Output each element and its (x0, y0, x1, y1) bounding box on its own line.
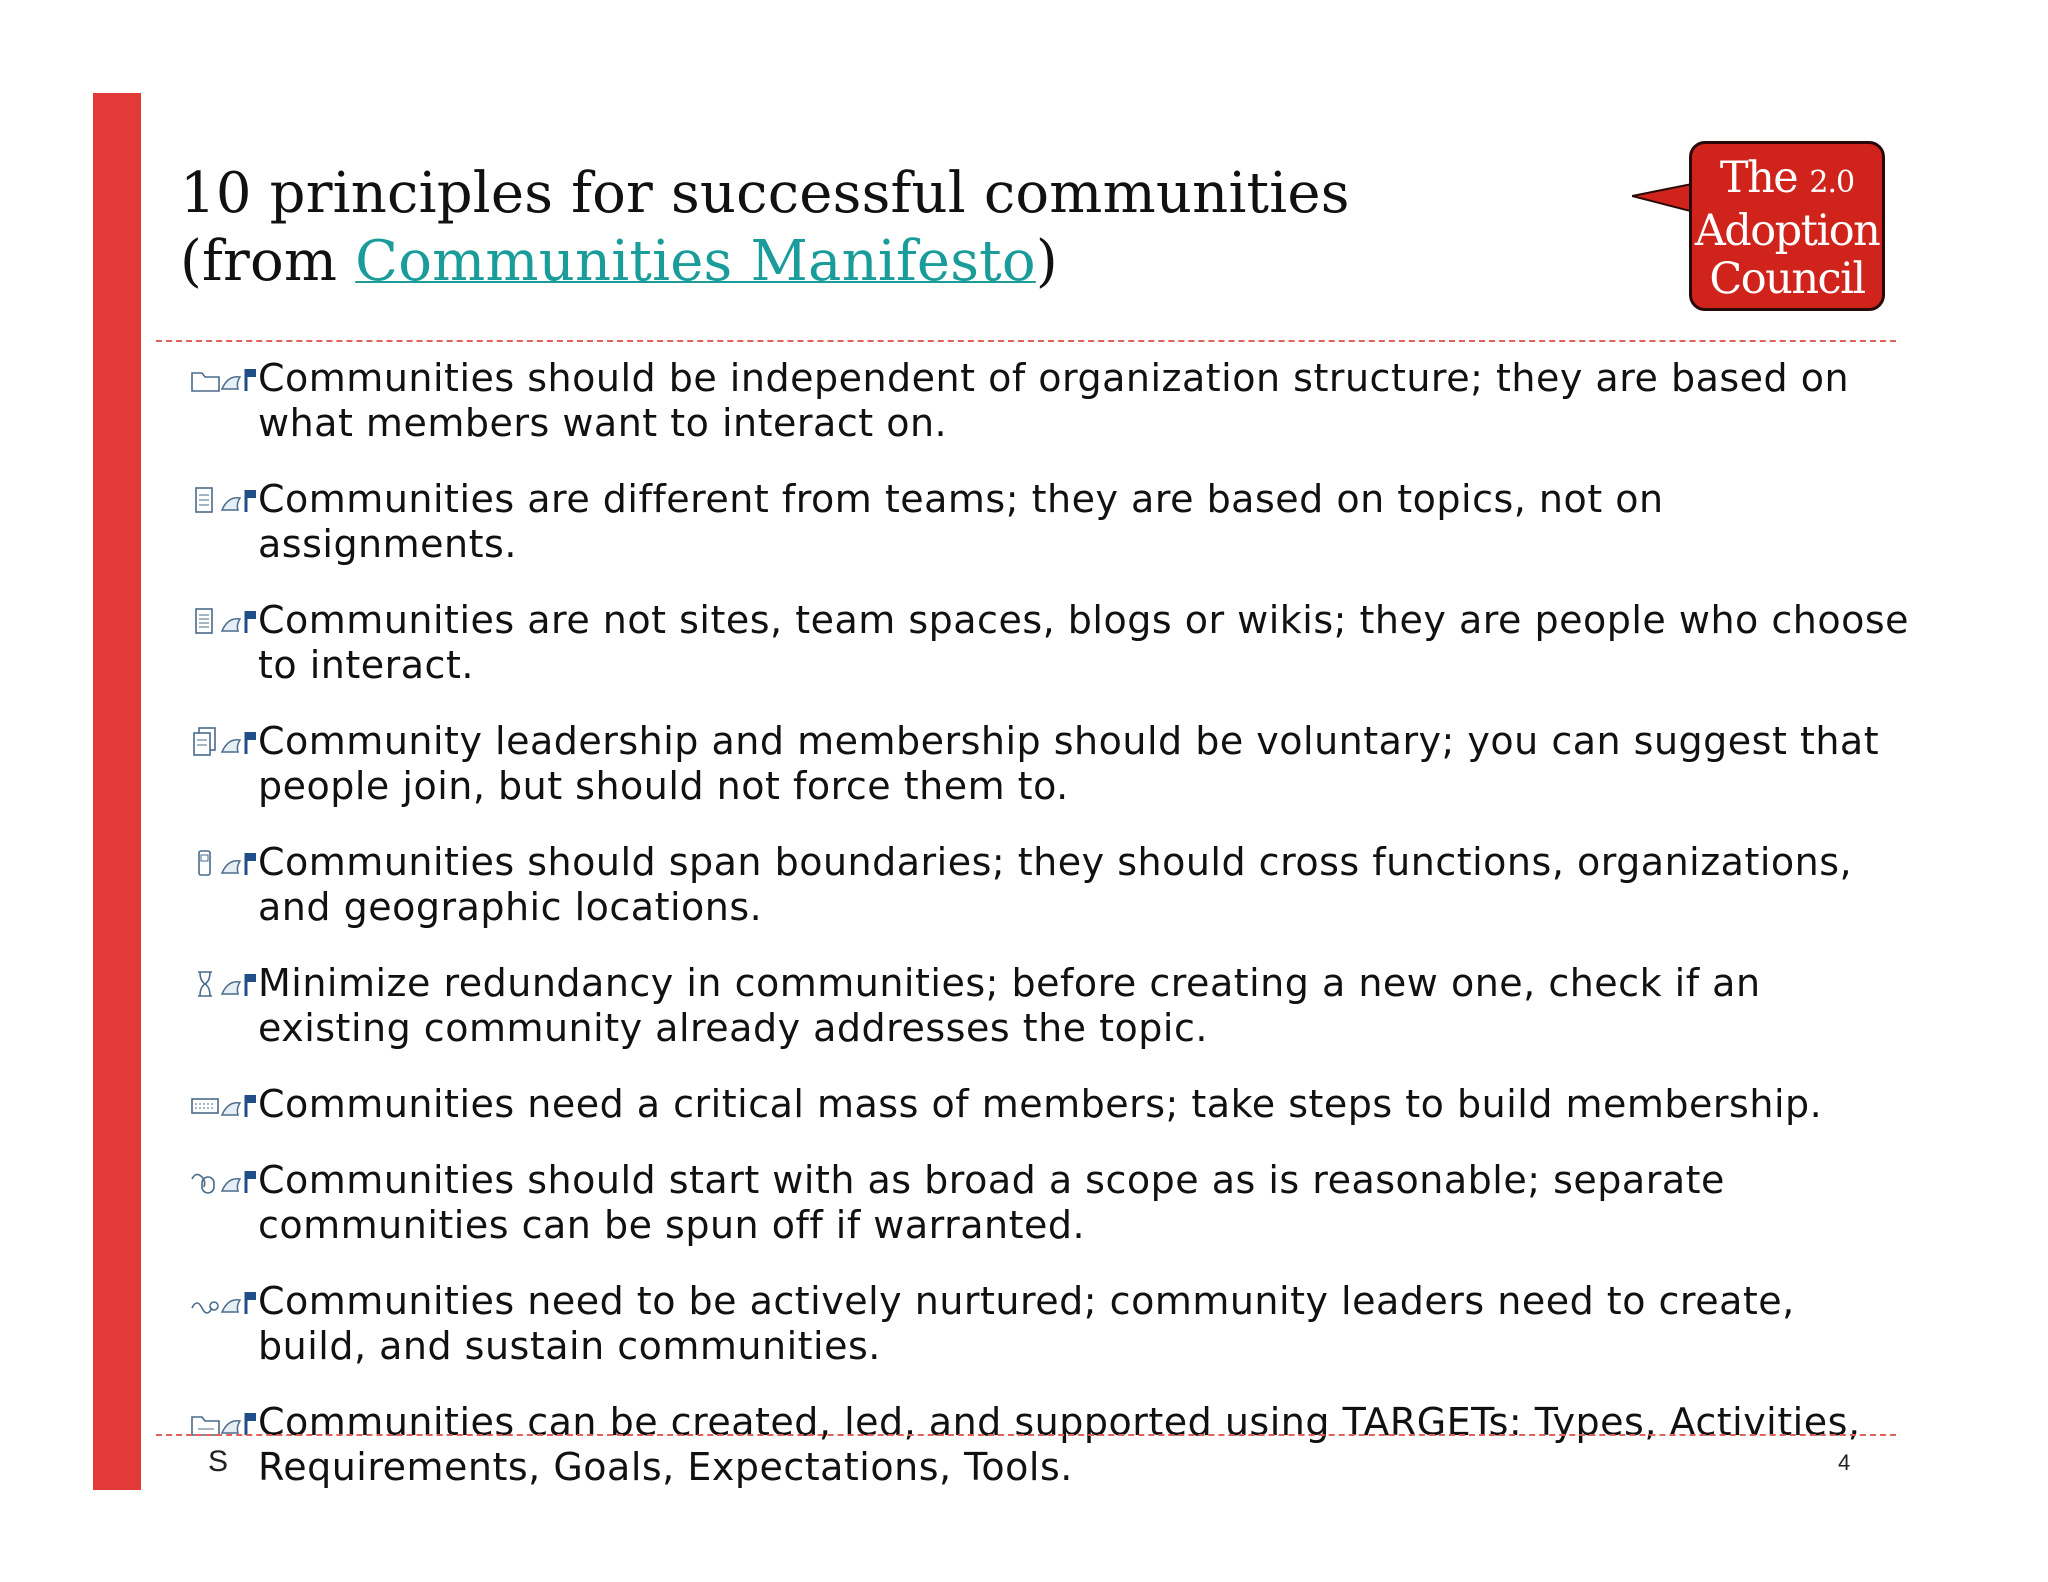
tape-icon (190, 1286, 262, 1320)
principle-text: Communities should span boundaries; they should cross functions, organizations, and geographic locations. (258, 840, 1853, 929)
principle-item (190, 840, 1910, 930)
mouse-icon (190, 1165, 262, 1199)
logo-line-1: The 2.0 (1719, 153, 1855, 203)
title-prefix: (from (180, 229, 356, 294)
principle-text: Communities are not sites, team spaces, blogs or wikis; they are people who choose to interact. (258, 598, 1910, 687)
logo-line-3: Council (1709, 254, 1865, 304)
principle-text: Communities need a critical mass of members; take steps to build membership. (258, 1082, 1823, 1126)
page-number: 4 (1838, 1450, 1851, 1475)
principle-item (190, 719, 1910, 809)
adoption-council-logo (1632, 138, 1892, 318)
logo-box (1689, 141, 1885, 311)
principle-item (190, 961, 1910, 1051)
communities-manifesto-link[interactable]: Communities Manifesto (355, 229, 1036, 294)
principle-item (190, 1158, 1910, 1248)
principle-item (190, 598, 1910, 688)
phone-icon (190, 847, 262, 881)
principle-text: Communities are different from teams; they are based on topics, not on assignments. (258, 477, 1664, 566)
bottom-divider (156, 1434, 1896, 1436)
principles-list (190, 356, 1910, 1521)
principle-item (190, 1082, 1910, 1127)
keyboard-icon (190, 1089, 262, 1123)
title-suffix: ) (1035, 229, 1058, 294)
principle-item (190, 356, 1910, 446)
top-divider (156, 340, 1896, 342)
principle-item (190, 477, 1910, 567)
document-lines-icon (190, 605, 262, 639)
principle-text: Minimize redundancy in communities; before creating a new one, check if an existing community already addresses the topic. (258, 961, 1761, 1050)
left-accent-bar (93, 93, 141, 1490)
principle-text: Communities can be created, led, and supported using TARGETs: Types, Activities, Requirements, Goals, Expectations, Tools. (258, 1400, 1861, 1489)
principle-text: Communities should be independent of organization structure; they are based on what members want to interact on. (258, 356, 1850, 445)
logo-line-2: Adoption (1694, 206, 1880, 256)
footer-letter: S (208, 1445, 229, 1478)
title-line-1: 10 principles for successful communities (180, 161, 1350, 226)
principle-text: Community leadership and membership should be voluntary; you can suggest that people join, but should not force them to. (258, 719, 1880, 808)
documents-stack-icon (190, 726, 262, 760)
principle-item (190, 1279, 1910, 1369)
slide-title (180, 160, 1350, 296)
principle-text: Communities need to be actively nurtured; community leaders need to create, build, and sustain communities. (258, 1279, 1795, 1368)
principle-item (190, 1400, 1910, 1490)
hourglass-icon (190, 968, 262, 1002)
document-icon (190, 484, 262, 518)
principle-text: Communities should start with as broad a scope as is reasonable; separate communities can be spun off if warranted. (258, 1158, 1725, 1247)
folder-open-icon (190, 363, 262, 397)
